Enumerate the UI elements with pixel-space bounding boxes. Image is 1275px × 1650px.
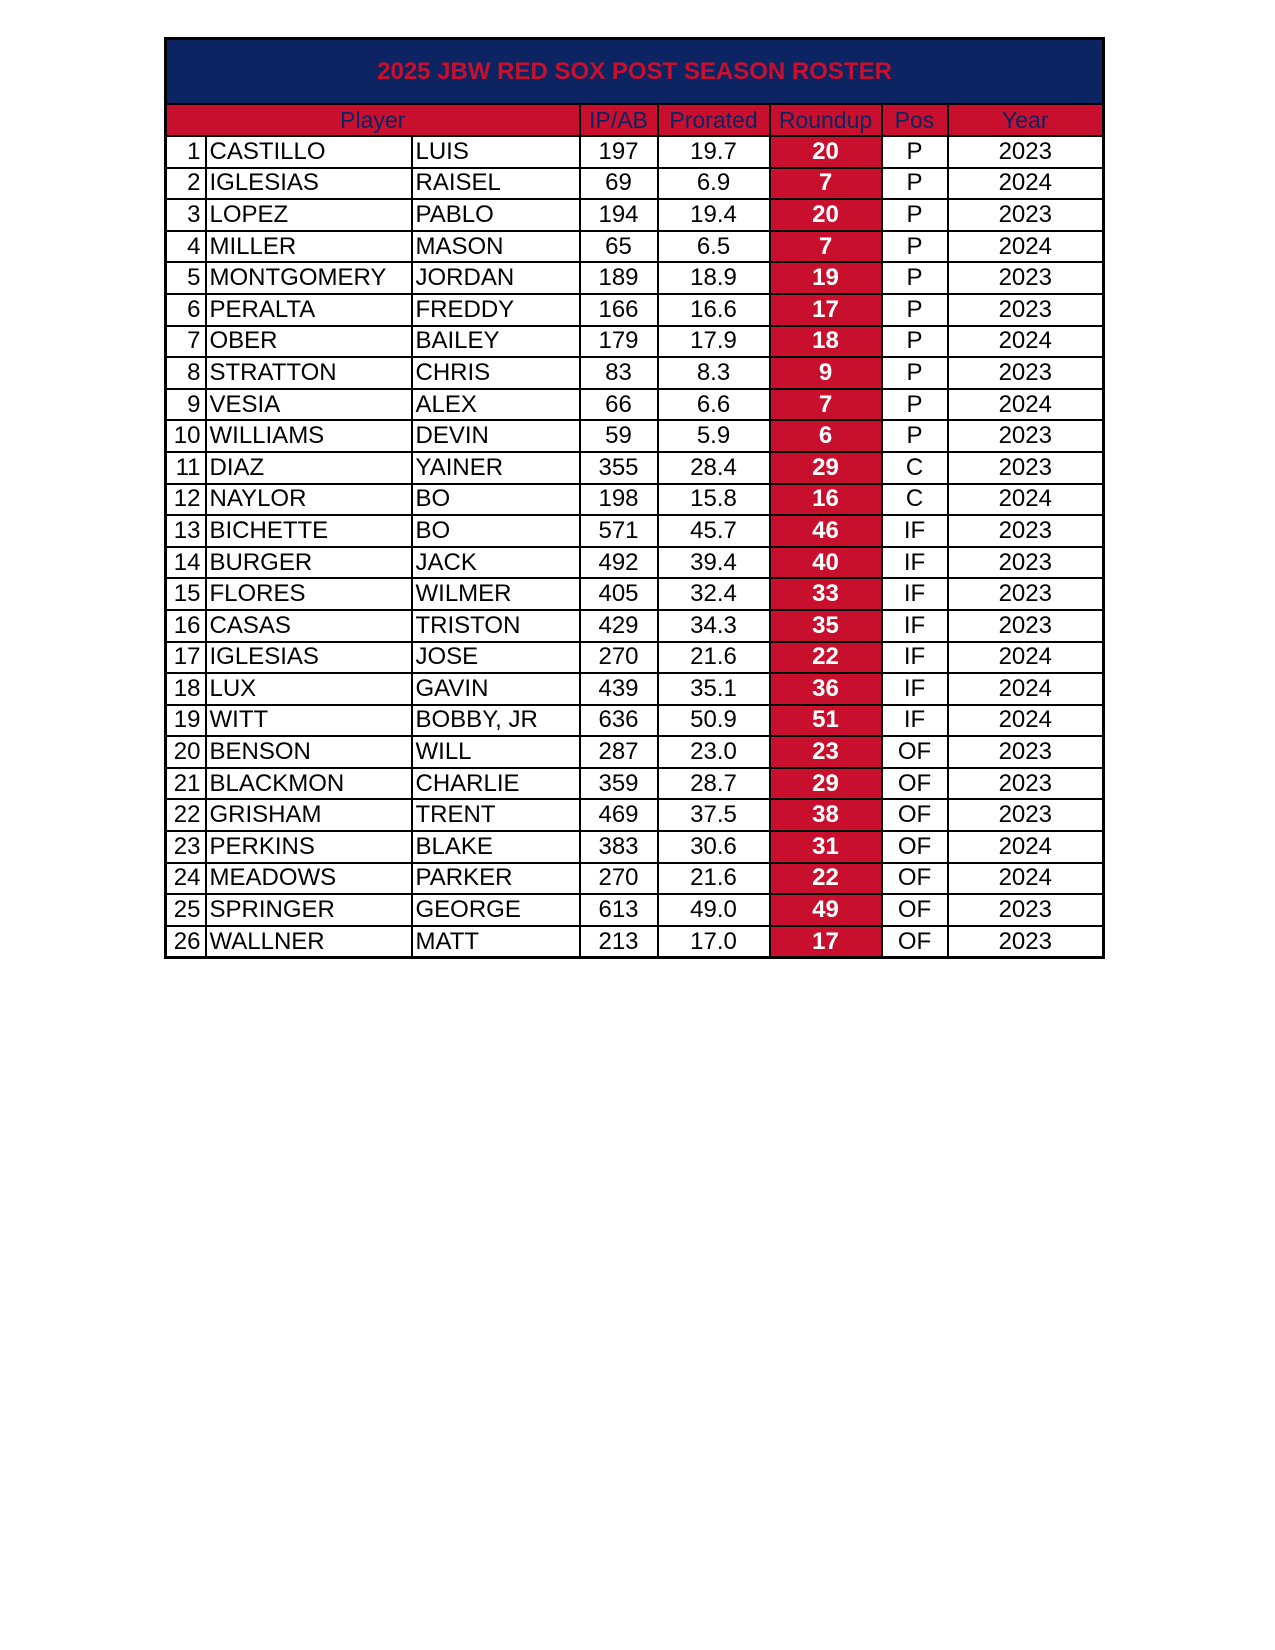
first-name: BAILEY <box>412 326 580 358</box>
year-value: 2023 <box>948 610 1104 642</box>
table-row <box>166 894 1104 926</box>
prorated-value: 35.1 <box>658 673 770 705</box>
roundup-value: 38 <box>770 799 882 831</box>
ipab-value: 383 <box>580 831 658 863</box>
year-value: 2024 <box>948 326 1104 358</box>
row-number: 23 <box>166 831 206 863</box>
ipab-value: 270 <box>580 642 658 674</box>
table-row <box>166 231 1104 263</box>
row-number: 25 <box>166 894 206 926</box>
row-number: 13 <box>166 515 206 547</box>
prorated-value: 6.6 <box>658 389 770 421</box>
position-value: OF <box>882 768 948 800</box>
year-value: 2023 <box>948 799 1104 831</box>
prorated-value: 39.4 <box>658 547 770 579</box>
year-value: 2024 <box>948 484 1104 516</box>
row-number: 16 <box>166 610 206 642</box>
last-name: OBER <box>206 326 412 358</box>
roundup-value: 7 <box>770 168 882 200</box>
position-value: P <box>882 357 948 389</box>
first-name: LUIS <box>412 136 580 168</box>
roundup-value: 22 <box>770 642 882 674</box>
ipab-value: 66 <box>580 389 658 421</box>
position-value: IF <box>882 610 948 642</box>
year-value: 2023 <box>948 578 1104 610</box>
first-name: TRENT <box>412 799 580 831</box>
ipab-value: 166 <box>580 294 658 326</box>
prorated-value: 30.6 <box>658 831 770 863</box>
roundup-value: 22 <box>770 863 882 895</box>
prorated-value: 19.4 <box>658 199 770 231</box>
last-name: WALLNER <box>206 926 412 958</box>
roundup-value: 49 <box>770 894 882 926</box>
last-name: STRATTON <box>206 357 412 389</box>
position-value: P <box>882 168 948 200</box>
last-name: LUX <box>206 673 412 705</box>
roundup-value: 46 <box>770 515 882 547</box>
year-value: 2024 <box>948 168 1104 200</box>
position-value: IF <box>882 578 948 610</box>
year-value: 2024 <box>948 705 1104 737</box>
last-name: DIAZ <box>206 452 412 484</box>
last-name: IGLESIAS <box>206 168 412 200</box>
prorated-value: 16.6 <box>658 294 770 326</box>
row-number: 19 <box>166 705 206 737</box>
ipab-value: 287 <box>580 736 658 768</box>
roundup-value: 51 <box>770 705 882 737</box>
roundup-value: 29 <box>770 452 882 484</box>
position-value: IF <box>882 515 948 547</box>
position-value: P <box>882 420 948 452</box>
roundup-value: 19 <box>770 262 882 294</box>
ipab-value: 213 <box>580 926 658 958</box>
first-name: YAINER <box>412 452 580 484</box>
first-name: MATT <box>412 926 580 958</box>
prorated-value: 17.0 <box>658 926 770 958</box>
table-row <box>166 673 1104 705</box>
prorated-value: 6.5 <box>658 231 770 263</box>
position-value: OF <box>882 926 948 958</box>
row-number: 10 <box>166 420 206 452</box>
ipab-value: 429 <box>580 610 658 642</box>
first-name: BO <box>412 515 580 547</box>
table-row <box>166 389 1104 421</box>
first-name: WILMER <box>412 578 580 610</box>
prorated-value: 49.0 <box>658 894 770 926</box>
ipab-value: 469 <box>580 799 658 831</box>
roster-title: 2025 JBW RED SOX POST SEASON ROSTER <box>166 39 1104 105</box>
prorated-value: 8.3 <box>658 357 770 389</box>
roundup-value: 6 <box>770 420 882 452</box>
ipab-value: 636 <box>580 705 658 737</box>
ipab-value: 83 <box>580 357 658 389</box>
ipab-value: 355 <box>580 452 658 484</box>
roundup-value: 20 <box>770 136 882 168</box>
prorated-value: 17.9 <box>658 326 770 358</box>
prorated-value: 5.9 <box>658 420 770 452</box>
roundup-value: 7 <box>770 231 882 263</box>
prorated-value: 28.7 <box>658 768 770 800</box>
year-value: 2023 <box>948 262 1104 294</box>
ipab-value: 197 <box>580 136 658 168</box>
row-number: 18 <box>166 673 206 705</box>
year-value: 2023 <box>948 894 1104 926</box>
table-row <box>166 357 1104 389</box>
first-name: JACK <box>412 547 580 579</box>
position-value: C <box>882 484 948 516</box>
ipab-value: 198 <box>580 484 658 516</box>
first-name: MASON <box>412 231 580 263</box>
prorated-value: 23.0 <box>658 736 770 768</box>
table-row <box>166 515 1104 547</box>
prorated-value: 21.6 <box>658 863 770 895</box>
first-name: BOBBY, JR <box>412 705 580 737</box>
last-name: WILLIAMS <box>206 420 412 452</box>
row-number: 8 <box>166 357 206 389</box>
last-name: BURGER <box>206 547 412 579</box>
ipab-value: 189 <box>580 262 658 294</box>
year-value: 2024 <box>948 863 1104 895</box>
position-value: C <box>882 452 948 484</box>
roundup-value: 20 <box>770 199 882 231</box>
position-value: OF <box>882 863 948 895</box>
position-value: OF <box>882 831 948 863</box>
prorated-value: 15.8 <box>658 484 770 516</box>
ipab-value: 405 <box>580 578 658 610</box>
prorated-value: 45.7 <box>658 515 770 547</box>
table-row <box>166 799 1104 831</box>
ipab-value: 492 <box>580 547 658 579</box>
roundup-value: 7 <box>770 389 882 421</box>
position-value: P <box>882 136 948 168</box>
year-value: 2023 <box>948 452 1104 484</box>
year-value: 2023 <box>948 768 1104 800</box>
roundup-value: 18 <box>770 326 882 358</box>
last-name: IGLESIAS <box>206 642 412 674</box>
table-row <box>166 168 1104 200</box>
year-value: 2023 <box>948 736 1104 768</box>
prorated-value: 34.3 <box>658 610 770 642</box>
ipab-value: 194 <box>580 199 658 231</box>
roundup-value: 9 <box>770 357 882 389</box>
position-value: P <box>882 389 948 421</box>
prorated-value: 50.9 <box>658 705 770 737</box>
row-number: 22 <box>166 799 206 831</box>
first-name: GEORGE <box>412 894 580 926</box>
first-name: PARKER <box>412 863 580 895</box>
roundup-value: 16 <box>770 484 882 516</box>
row-number: 15 <box>166 578 206 610</box>
table-row <box>166 294 1104 326</box>
position-value: OF <box>882 736 948 768</box>
last-name: SPRINGER <box>206 894 412 926</box>
position-value: P <box>882 231 948 263</box>
ipab-value: 270 <box>580 863 658 895</box>
roundup-value: 33 <box>770 578 882 610</box>
header-player: Player <box>166 104 580 136</box>
table-row <box>166 326 1104 358</box>
first-name: JORDAN <box>412 262 580 294</box>
prorated-value: 19.7 <box>658 136 770 168</box>
last-name: BENSON <box>206 736 412 768</box>
row-number: 3 <box>166 199 206 231</box>
roundup-value: 17 <box>770 294 882 326</box>
first-name: CHARLIE <box>412 768 580 800</box>
ipab-value: 65 <box>580 231 658 263</box>
table-row <box>166 736 1104 768</box>
prorated-value: 32.4 <box>658 578 770 610</box>
table-row <box>166 547 1104 579</box>
last-name: PERALTA <box>206 294 412 326</box>
roster-table <box>164 37 1105 959</box>
header-row <box>166 104 1104 136</box>
prorated-value: 21.6 <box>658 642 770 674</box>
table-row <box>166 863 1104 895</box>
position-value: P <box>882 294 948 326</box>
row-number: 14 <box>166 547 206 579</box>
ipab-value: 439 <box>580 673 658 705</box>
roundup-value: 35 <box>770 610 882 642</box>
table-row <box>166 484 1104 516</box>
roundup-value: 17 <box>770 926 882 958</box>
ipab-value: 59 <box>580 420 658 452</box>
header-ipab: IP/AB <box>580 104 658 136</box>
position-value: OF <box>882 894 948 926</box>
first-name: FREDDY <box>412 294 580 326</box>
header-year: Year <box>948 104 1104 136</box>
prorated-value: 37.5 <box>658 799 770 831</box>
table-row <box>166 262 1104 294</box>
position-value: P <box>882 326 948 358</box>
row-number: 1 <box>166 136 206 168</box>
position-value: IF <box>882 642 948 674</box>
position-value: IF <box>882 705 948 737</box>
row-number: 11 <box>166 452 206 484</box>
last-name: PERKINS <box>206 831 412 863</box>
year-value: 2023 <box>948 547 1104 579</box>
first-name: GAVIN <box>412 673 580 705</box>
first-name: JOSE <box>412 642 580 674</box>
first-name: DEVIN <box>412 420 580 452</box>
first-name: PABLO <box>412 199 580 231</box>
row-number: 12 <box>166 484 206 516</box>
last-name: BICHETTE <box>206 515 412 547</box>
prorated-value: 18.9 <box>658 262 770 294</box>
row-number: 5 <box>166 262 206 294</box>
year-value: 2023 <box>948 420 1104 452</box>
year-value: 2024 <box>948 231 1104 263</box>
position-value: OF <box>882 799 948 831</box>
header-prorated: Prorated <box>658 104 770 136</box>
roundup-value: 36 <box>770 673 882 705</box>
header-pos: Pos <box>882 104 948 136</box>
year-value: 2023 <box>948 357 1104 389</box>
prorated-value: 6.9 <box>658 168 770 200</box>
last-name: CASAS <box>206 610 412 642</box>
first-name: RAISEL <box>412 168 580 200</box>
ipab-value: 571 <box>580 515 658 547</box>
table-row <box>166 642 1104 674</box>
table-row <box>166 926 1104 958</box>
row-number: 9 <box>166 389 206 421</box>
year-value: 2024 <box>948 389 1104 421</box>
year-value: 2023 <box>948 515 1104 547</box>
table-row <box>166 768 1104 800</box>
last-name: WITT <box>206 705 412 737</box>
last-name: FLORES <box>206 578 412 610</box>
position-value: P <box>882 262 948 294</box>
row-number: 26 <box>166 926 206 958</box>
roundup-value: 29 <box>770 768 882 800</box>
year-value: 2024 <box>948 642 1104 674</box>
first-name: WILL <box>412 736 580 768</box>
row-number: 24 <box>166 863 206 895</box>
table-row <box>166 199 1104 231</box>
first-name: BO <box>412 484 580 516</box>
row-number: 6 <box>166 294 206 326</box>
last-name: MILLER <box>206 231 412 263</box>
year-value: 2023 <box>948 199 1104 231</box>
table-row <box>166 420 1104 452</box>
first-name: ALEX <box>412 389 580 421</box>
first-name: BLAKE <box>412 831 580 863</box>
year-value: 2024 <box>948 831 1104 863</box>
row-number: 7 <box>166 326 206 358</box>
last-name: VESIA <box>206 389 412 421</box>
table-row <box>166 452 1104 484</box>
ipab-value: 613 <box>580 894 658 926</box>
year-value: 2023 <box>948 294 1104 326</box>
last-name: LOPEZ <box>206 199 412 231</box>
row-number: 17 <box>166 642 206 674</box>
roundup-value: 31 <box>770 831 882 863</box>
position-value: IF <box>882 547 948 579</box>
first-name: CHRIS <box>412 357 580 389</box>
position-value: IF <box>882 673 948 705</box>
last-name: MEADOWS <box>206 863 412 895</box>
first-name: TRISTON <box>412 610 580 642</box>
year-value: 2023 <box>948 926 1104 958</box>
table-row <box>166 136 1104 168</box>
roundup-value: 40 <box>770 547 882 579</box>
roundup-value: 23 <box>770 736 882 768</box>
header-roundup: Roundup <box>770 104 882 136</box>
ipab-value: 179 <box>580 326 658 358</box>
row-number: 4 <box>166 231 206 263</box>
last-name: BLACKMON <box>206 768 412 800</box>
roster-body <box>166 136 1104 958</box>
last-name: NAYLOR <box>206 484 412 516</box>
position-value: P <box>882 199 948 231</box>
table-row <box>166 610 1104 642</box>
row-number: 2 <box>166 168 206 200</box>
prorated-value: 28.4 <box>658 452 770 484</box>
year-value: 2024 <box>948 673 1104 705</box>
year-value: 2023 <box>948 136 1104 168</box>
last-name: MONTGOMERY <box>206 262 412 294</box>
row-number: 20 <box>166 736 206 768</box>
last-name: GRISHAM <box>206 799 412 831</box>
table-row <box>166 578 1104 610</box>
last-name: CASTILLO <box>206 136 412 168</box>
table-row <box>166 831 1104 863</box>
row-number: 21 <box>166 768 206 800</box>
table-row <box>166 705 1104 737</box>
ipab-value: 359 <box>580 768 658 800</box>
ipab-value: 69 <box>580 168 658 200</box>
